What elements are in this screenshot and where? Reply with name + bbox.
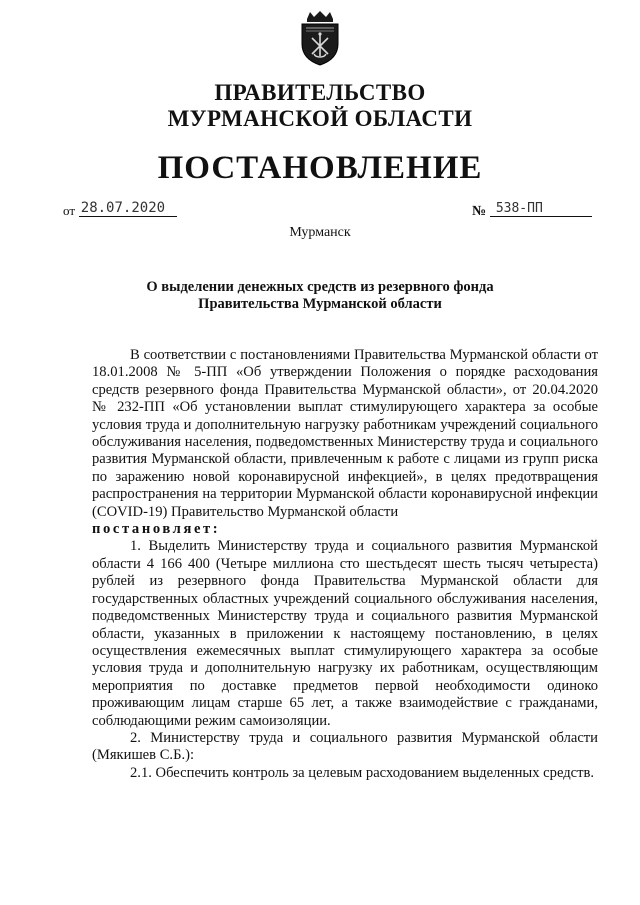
- preamble-paragraph: В соответствии с постановлениями Правительства Мурманской области от 18.01.2008 № 5-ПП «Об утверждении Положения о порядке расходования средств резервного фонда Правительства Мурманской области», от 20.04.2020 № 232-ПП «Об установлении выплат стимулирующего характера за особые условия труда и дополнительную нагрузку работникам учреждений социального обслуживания населения, подведомственных Министерству труда и социального развития Мурманской области, привлеченным к работе с лицами из групп риска по заражению новой коронавирусной инфекцией», в целях предотвращения распространения на территории Мурманской области коронавирусной инфекции (COVID-19) Правительство Мурманской области: [92, 347, 598, 520]
- date-label: от: [63, 203, 76, 218]
- document-body: [92, 347, 598, 782]
- document-number: [472, 200, 592, 220]
- city-name: Мурманск: [289, 225, 351, 240]
- item-1-paragraph: 1. Выделить Министерству труда и социального развития Мурманской области 4 166 400 (Четыре миллиона сто шестьдесят шесть тысяч четыреста) рублей из резервного фонда Правительства Мурманской области для государственных областных учреждений социального обслуживания населения, подведомственных Министерству труда и социального развития Мурманской области, указанных в приложении к настоящему постановлению, в целях осуществления ежемесячных выплат стимулирующего характера за особые условия труда и дополнительную нагрузку их работникам, осуществляющим мероприятия по доставке предметов первой необходимости одиноко проживающим лицам старше 65 лет, а также взаимодействие с гражданами, соблюдающими режим самоизоляции.: [92, 538, 598, 729]
- document-date: [63, 200, 177, 219]
- murmansk-coat-of-arms-icon: [298, 10, 342, 66]
- document-type-title: ПОСТАНОВЛЕНИЕ: [157, 150, 483, 186]
- decree-word-text: постановляет:: [92, 521, 221, 538]
- date-value: 28.07.2020: [79, 200, 177, 217]
- decree-word: [92, 521, 598, 538]
- item-2-paragraph: 2. Министерству труда и социального развития Мурманской области (Мякишев С.Б.):: [92, 729, 598, 764]
- subject-line2: Правительства Мурманской области: [198, 296, 442, 312]
- subject-line1: О выделении денежных средств из резервного фонда: [146, 279, 494, 295]
- government-title-line2: МУРМАНСКОЙ ОБЛАСТИ: [167, 106, 473, 131]
- document-subject: [60, 279, 580, 313]
- item-2-1-paragraph: 2.1. Обеспечить контроль за целевым расходованием выделенных средств.: [130, 764, 595, 781]
- number-label: №: [472, 204, 487, 219]
- number-value: 538-ПП: [490, 201, 592, 217]
- government-title-line1: ПРАВИТЕЛЬСТВО: [214, 80, 426, 105]
